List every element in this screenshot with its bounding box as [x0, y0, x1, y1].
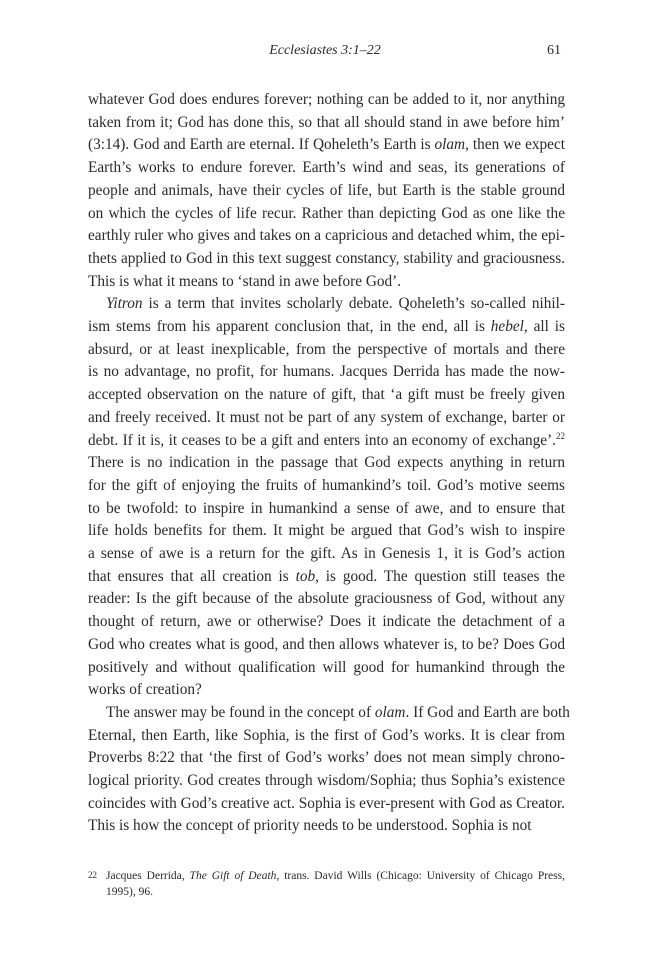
- text-line: works of creation?: [88, 681, 202, 699]
- text-line: There is no indication in the passage that God expects anything in return: [88, 454, 565, 472]
- text-line: that ensures that all creation is tob, is good. The question still teases the: [88, 567, 565, 585]
- text-line: (3:14). God and Earth are eternal. If Qoheleth’s Earth is olam, then we expect: [88, 136, 565, 154]
- text-line: thets applied to God in this text suggest constancy, stability and graciousness.: [88, 249, 565, 267]
- text-line: This is what it means to ‘stand in awe before God’.: [88, 272, 402, 290]
- footnote-reference: 22: [556, 430, 565, 441]
- text-line: to be twofold: to inspire in humankind a sense of awe, and to ensure that: [88, 499, 565, 517]
- text-line: This is how the concept of priority needs to be understood. Sophia is not: [88, 817, 532, 835]
- text-line: accepted observation on the nature of gift, that ‘a gift must be freely given: [88, 386, 565, 404]
- text-line: taken from it; God has done this, so that all should stand in awe before him’: [88, 113, 565, 131]
- text-line: God who creates what is good, and then allows whatever is, to be? Does God: [88, 635, 565, 653]
- page-number: 61: [547, 43, 561, 58]
- text-line: Yitron is a term that invites scholarly debate. Qoheleth’s so-called nihil-: [106, 295, 565, 313]
- text-line: coincides with God’s creative act. Sophia is ever-present with God as Creator.: [88, 794, 565, 812]
- text-line: whatever God does endures forever; nothing can be added to it, nor anything: [88, 91, 565, 108]
- text-line: and freely received. It must not be part of any system of exchange, barter or: [88, 408, 565, 426]
- footnote-number: 22: [88, 870, 97, 880]
- text-line: for the gift of enjoying the fruits of humankind’s toil. God’s motive seems: [88, 476, 565, 494]
- text-line: Eternal, then Earth, like Sophia, is the first of God’s works. It is clear from: [88, 726, 565, 744]
- running-header: Ecclesiastes 3:1–22: [269, 43, 381, 58]
- text-line: thought of return, awe or otherwise? Does it indicate the detachment of a: [88, 613, 565, 631]
- text-line: logical priority. God creates through wisdom/Sophia; thus Sophia’s existence: [88, 772, 565, 789]
- footnote-line: 1995), 96.: [106, 886, 153, 898]
- text-line: a sense of awe is a return for the gift. As in Genesis 1, it is God’s action: [88, 545, 565, 562]
- text-line: absurd, or at least inexplicable, from the perspective of mortals and there: [88, 340, 565, 358]
- text-line: Proverbs 8:22 that ‘the first of God’s works’ does not mean simply chrono-: [88, 749, 565, 767]
- text-line: life holds benefits for them. It might be argued that God’s wish to inspire: [88, 522, 565, 540]
- text-line: is no advantage, no profit, for humans. Jacques Derrida has made the now-: [88, 363, 565, 381]
- text-line: Earth’s works to endure forever. Earth’s wind and seas, its generations of: [88, 159, 565, 177]
- text-line: ism stems from his apparent conclusion that, in the end, all is hebel, all is: [88, 318, 565, 335]
- text-line: people and animals, have their cycles of life, but Earth is the stable ground: [88, 181, 565, 199]
- text-line: on which the cycles of life recur. Rather than depicting God as one like the: [88, 204, 565, 222]
- footnote-line: Jacques Derrida, The Gift of Death, trans. David Wills (Chicago: University of Chicago Press,: [106, 870, 565, 882]
- text-line: reader: Is the gift because of the absolute graciousness of God, without any: [88, 590, 565, 608]
- text-line: The answer may be found in the concept of olam. If God and Earth are both: [106, 703, 570, 721]
- text-line: positively and without qualification will good for humankind through the: [88, 658, 565, 676]
- text-line: earthly ruler who gives and takes on a capricious and detached whim, the epi-: [88, 227, 565, 245]
- text-line: debt. If it is, it ceases to be a gift and enters into an economy of exchange’.$^{22}$: [88, 430, 565, 449]
